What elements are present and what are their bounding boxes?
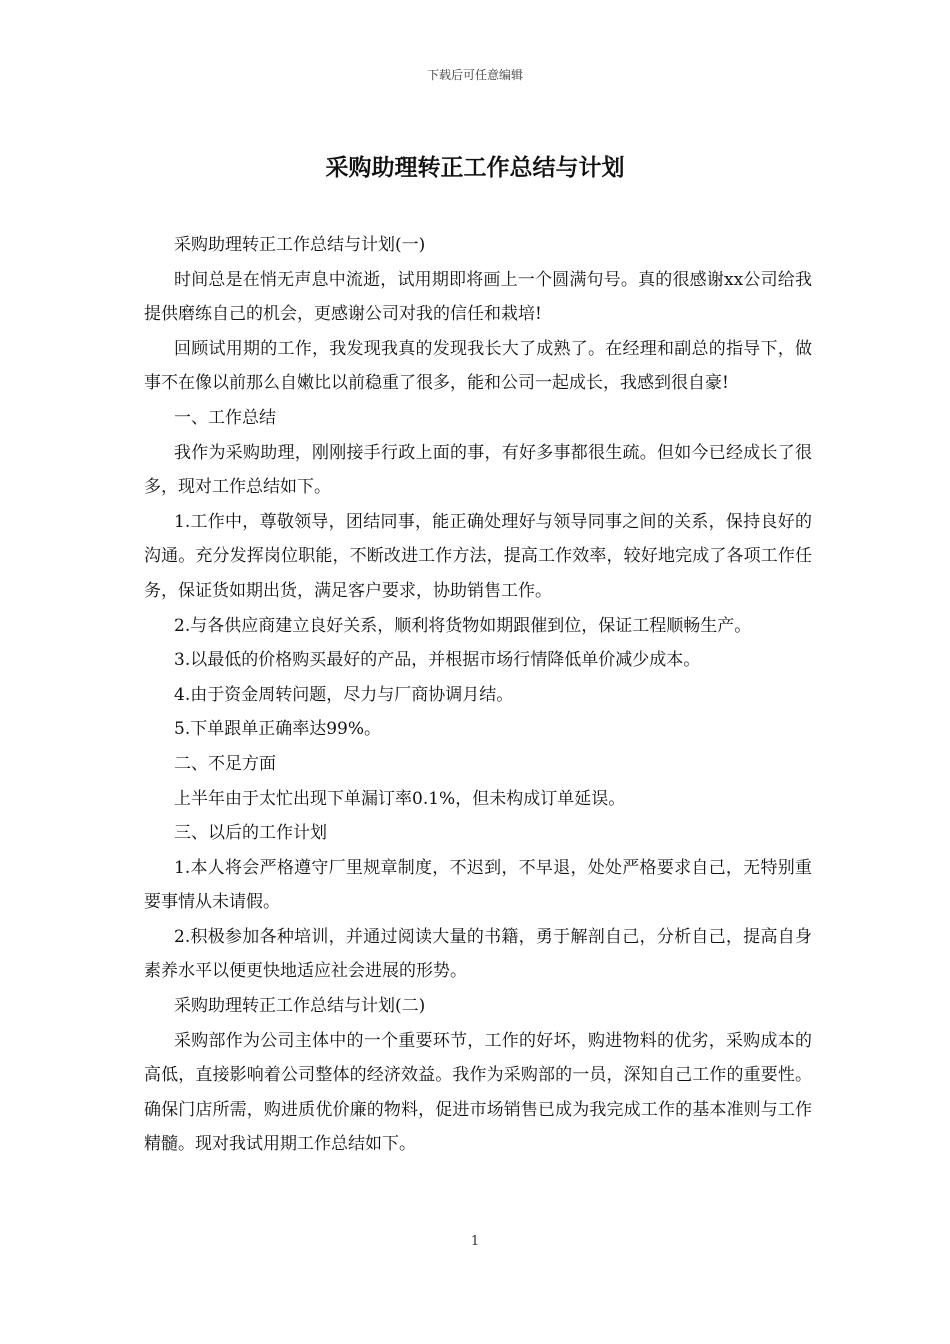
list-item-summary-2: 2.与各供应商建立良好关系，顺利将货物如期跟催到位，保证工程顺畅生产。 [174, 615, 752, 636]
section-heading-work-summary: 一、工作总结 [174, 407, 276, 428]
paragraph-intro: 时间总是在悄无声息中流逝，试用期即将画上一个圆满句号。真的很感谢xx公司给我提供磨练自己的机会，更感谢公司对我的信任和栽培! [144, 269, 812, 325]
page-number: 1 [470, 1234, 480, 1249]
section-heading-future-plan: 三、以后的工作计划 [174, 823, 327, 844]
list-item-summary-4: 4.由于资金周转问题，尽力与厂商协调月结。 [174, 684, 514, 705]
paragraph-review: 回顾试用期的工作，我发现我真的发现我长大了成熟了。在经理和副总的指导下，做事不在像以前那么自嫩比以前稳重了很多，能和公司一起成长，我感到很自豪! [144, 338, 812, 394]
section-heading-part-two: 采购助理转正工作总结与计划(二) [174, 996, 426, 1017]
list-item-summary-3: 3.以最低的价格购买最好的产品，并根据市场行情降低单价减少成本。 [174, 650, 701, 671]
paragraph-summary-intro: 我作为采购助理，刚刚接手行政上面的事，有好多事都很生疏。但如今已经成长了很多，现对工作总结如下。 [144, 442, 812, 498]
list-item-plan-2: 2.积极参加各种培训，并通过阅读大量的书籍，勇于解剖自己，分析自己，提高自身素养水平以便更快地适应社会进展的形势。 [144, 926, 812, 982]
paragraph-purchasing-dept: 采购部作为公司主体中的一个重要环节，工作的好坏，购进物料的优劣，采购成本的高低，直接影响着公司整体的经济效益。我作为采购部的一员，深知自己工作的重要性。确保门店所需，购进质优价廉的物料，促进市场销售已成为我完成工作的基本准则与工作精髓。现对我试用期工作总结如下。 [144, 1030, 812, 1155]
list-item-plan-1: 1.本人将会严格遵守厂里规章制度，不迟到，不早退，处处严格要求自己，无特别重要事情从未请假。 [144, 857, 812, 913]
paragraph-shortcomings: 上半年由于太忙出现下单漏订率0.1%，但未构成订单延误。 [174, 788, 626, 809]
document-body [144, 228, 812, 1162]
list-item-summary-5: 5.下单跟单正确率达99%。 [174, 719, 382, 740]
section-heading-shortcomings: 二、不足方面 [174, 753, 276, 774]
list-item-summary-1: 1.工作中，尊敬领导，团结同事，能正确处理好与领导同事之间的关系，保持良好的沟通。充分发挥岗位职能，不断改进工作方法，提高工作效率，较好地完成了各项工作任务，保证货如期出货，满足客户要求，协助销售工作。 [144, 511, 812, 601]
header-note: 下载后可任意编辑 [426, 68, 523, 82]
document-title: 采购助理转正工作总结与计划 [325, 154, 625, 181]
section-heading-part-one: 采购助理转正工作总结与计划(一) [174, 235, 426, 255]
